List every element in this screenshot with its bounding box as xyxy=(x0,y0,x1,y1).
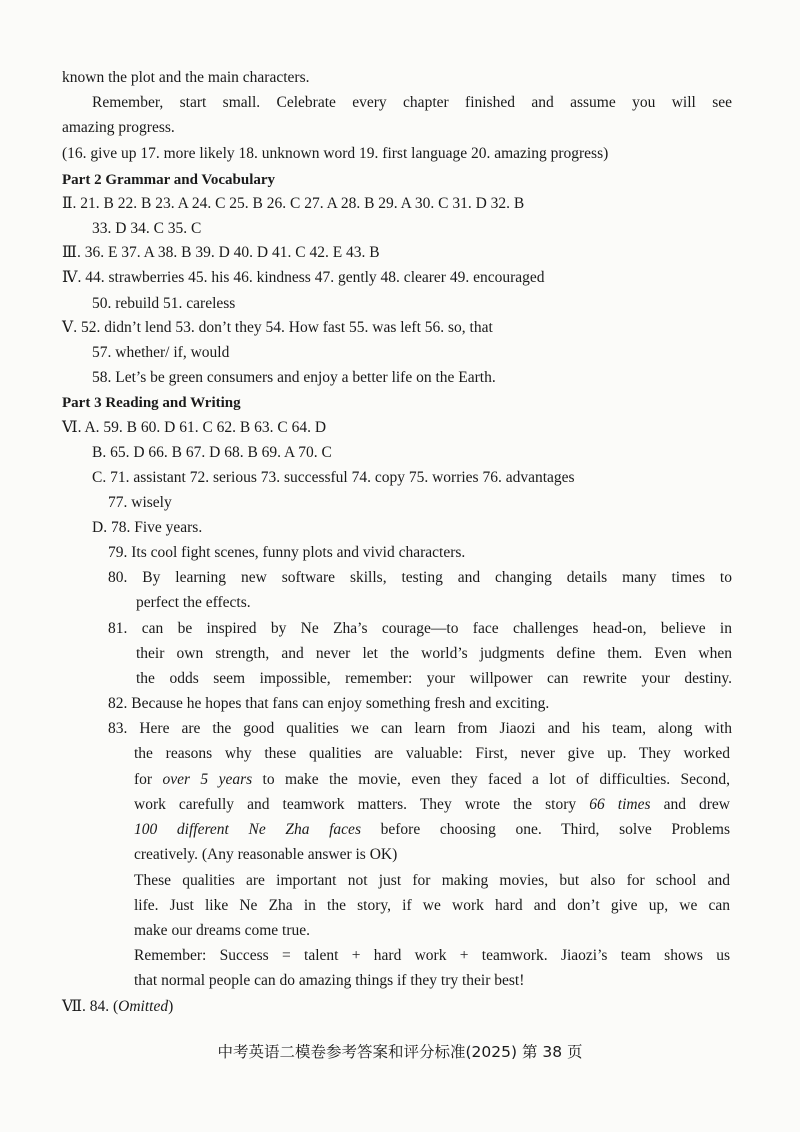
answer-83-cont: make our dreams come true. xyxy=(134,922,311,939)
answer-83: 83. Here are the good qualities we can learn from Jiaozi and his team, along with xyxy=(108,720,732,737)
text-line: Remember, start small. Celebrate every chapter finished and assume you will see xyxy=(92,94,732,111)
answer-83-cont: These qualities are important not just for making movies, but also for school and xyxy=(134,872,730,889)
answers-section-6c-cont: 77. wisely xyxy=(108,494,172,511)
answer-83-cont: for over 5 years to make the movie, even they faced a lot of difficulties. Second, xyxy=(134,771,731,788)
answer-81-cont: the odds seem impossible, remember: your willpower can rewrite your destiny. xyxy=(136,670,732,687)
text-line: known the plot and the main characters. xyxy=(62,69,310,86)
answers-section-2: Ⅱ. 21. B 22. B 23. A 24. C 25. B 26. C 27. A 28. B 29. A 30. C 31. D 32. B xyxy=(62,195,525,212)
answer-83-cont: work carefully and teamwork matters. They wrote the story 66 times and drew xyxy=(134,796,730,813)
answers-section-4-cont: 50. rebuild 51. careless xyxy=(92,295,236,312)
answers-section-3: Ⅲ. 36. E 37. A 38. B 39. D 40. D 41. C 42. E 43. B xyxy=(62,244,380,261)
section-heading-part2: Part 2 Grammar and Vocabulary xyxy=(62,172,276,188)
answer-83-cont: the reasons why these qualities are valuable: First, never give up. They worked xyxy=(134,745,730,762)
answers-section-7: Ⅶ. 84. (Omitted) xyxy=(62,998,174,1015)
answers-section-4: Ⅳ. 44. strawberries 45. his 46. kindness 47. gently 48. clearer 49. encouraged xyxy=(62,269,545,286)
page-footer: 中考英语二模卷参考答案和评分标准(2025) 第 38 页 xyxy=(217,1043,583,1061)
answer-80-cont: perfect the effects. xyxy=(136,594,251,611)
answer-83-cont: life. Just like Ne Zha in the story, if we work hard and don’t give up, we can xyxy=(134,897,730,914)
answer-81-cont: their own strength, and never let the world’s judgments define them. Even when xyxy=(136,645,732,662)
answers-section-5-cont: 57. whether/ if, would xyxy=(92,344,230,361)
answer-83-cont: that normal people can do amazing things if they try their best! xyxy=(134,972,525,989)
answer-83-cont: 100 different Ne Zha faces before choosing one. Third, solve Problems xyxy=(134,821,730,838)
answers-section-6d: D. 78. Five years. xyxy=(92,519,203,536)
answer-83-cont: Remember: Success = talent + hard work + teamwork. Jiaozi’s team shows us xyxy=(134,947,730,964)
answer-79: 79. Its cool fight scenes, funny plots and vivid characters. xyxy=(108,544,466,561)
text-line: amazing progress. xyxy=(62,119,175,136)
answers-section-6a: Ⅵ. A. 59. B 60. D 61. C 62. B 63. C 64. D xyxy=(62,419,327,436)
answer-80: 80. By learning new software skills, testing and changing details many times to xyxy=(108,569,732,586)
answers-section-5-cont: 58. Let’s be green consumers and enjoy a better life on the Earth. xyxy=(92,369,496,386)
section-heading-part3: Part 3 Reading and Writing xyxy=(62,395,241,411)
answers-section-6c: C. 71. assistant 72. serious 73. successful 74. copy 75. worries 76. advantages xyxy=(92,469,575,486)
answer-82: 82. Because he hopes that fans can enjoy something fresh and exciting. xyxy=(108,695,550,712)
answers-section-5: Ⅴ. 52. didn’t lend 53. don’t they 54. How fast 55. was left 56. so, that xyxy=(62,319,493,336)
answer-83-cont: creatively. (Any reasonable answer is OK) xyxy=(134,846,398,863)
answer-81: 81. can be inspired by Ne Zha’s courage—to face challenges head-on, believe in xyxy=(108,620,732,637)
answers-section-6b: B. 65. D 66. B 67. D 68. B 69. A 70. C xyxy=(92,444,332,461)
answers-16-20: (16. give up 17. more likely 18. unknown word 19. first language 20. amazing progress) xyxy=(62,145,609,162)
answers-section-2-cont: 33. D 34. C 35. C xyxy=(92,220,202,237)
